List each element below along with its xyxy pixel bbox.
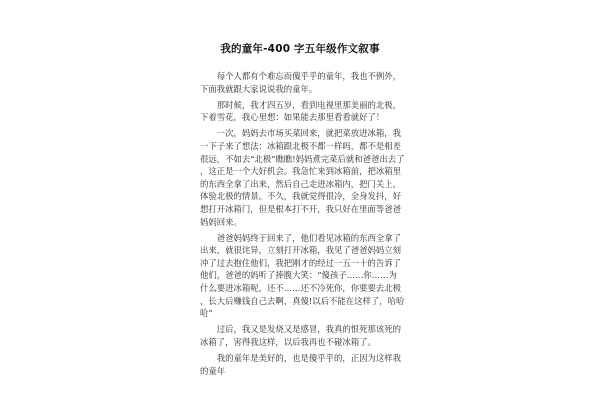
paragraph-2: 那时候，我才四五岁，看到电视里那美丽的北极，下着雪花，我心里想：如果能去那里看看就好了！ (200, 99, 402, 123)
paragraph-4: 爸爸妈妈终于回来了，他们看见冰箱的东西全拿了出来，就很诧异，立刻打开冰箱，我见了爸爸妈妈立刻冲了过去抱住他们，我把刚才的经过一五一十的告诉了他们，爸爸的妈听了捧腹大笑：“傻孩子……你……为什么要进冰箱呢，还不……还不冷死你，你要要去北极，长大后赚钱自己去啊，真傻!以后不能在这样了，哈哈哈” (200, 232, 405, 319)
paragraph-1: 每个人都有个难忘而傻乎乎的童年，我也不例外，下面我就跟大家说说我的童年。 (200, 71, 402, 94)
document-title: 我的童年-400 字五年级作文叙事 (220, 43, 380, 55)
document-body (200, 70, 405, 381)
paragraph-6: 我的童年是美好的，也是傻乎乎的，正因为这样我的童年 (200, 352, 402, 376)
paragraph-5: 过后，我又是发烧又是感冒，我真的恨死那该死的冰箱了，害得我这样，以后我再也不碰冰箱了。 (200, 324, 402, 347)
paragraph-3: 一次，妈妈去市场买菜回来，就把菜放进冰箱，我一下子来了想法：冰箱跟北极不都一样吗，都不是相差很远，不如去“北极”瞧瞧!妈妈煮完菜后就和爸爸出去了，这正是一个大好机会。我急忙来到冰箱前，把冰箱里的东西全拿了出来，然后自己走进冰箱内，把门关上，体验北极的情景。不久，我就觉得很冷，全身发抖，好想打开冰箱门，但是根本打不开，我只好在里面等爸爸妈妈回来。 (200, 128, 405, 227)
